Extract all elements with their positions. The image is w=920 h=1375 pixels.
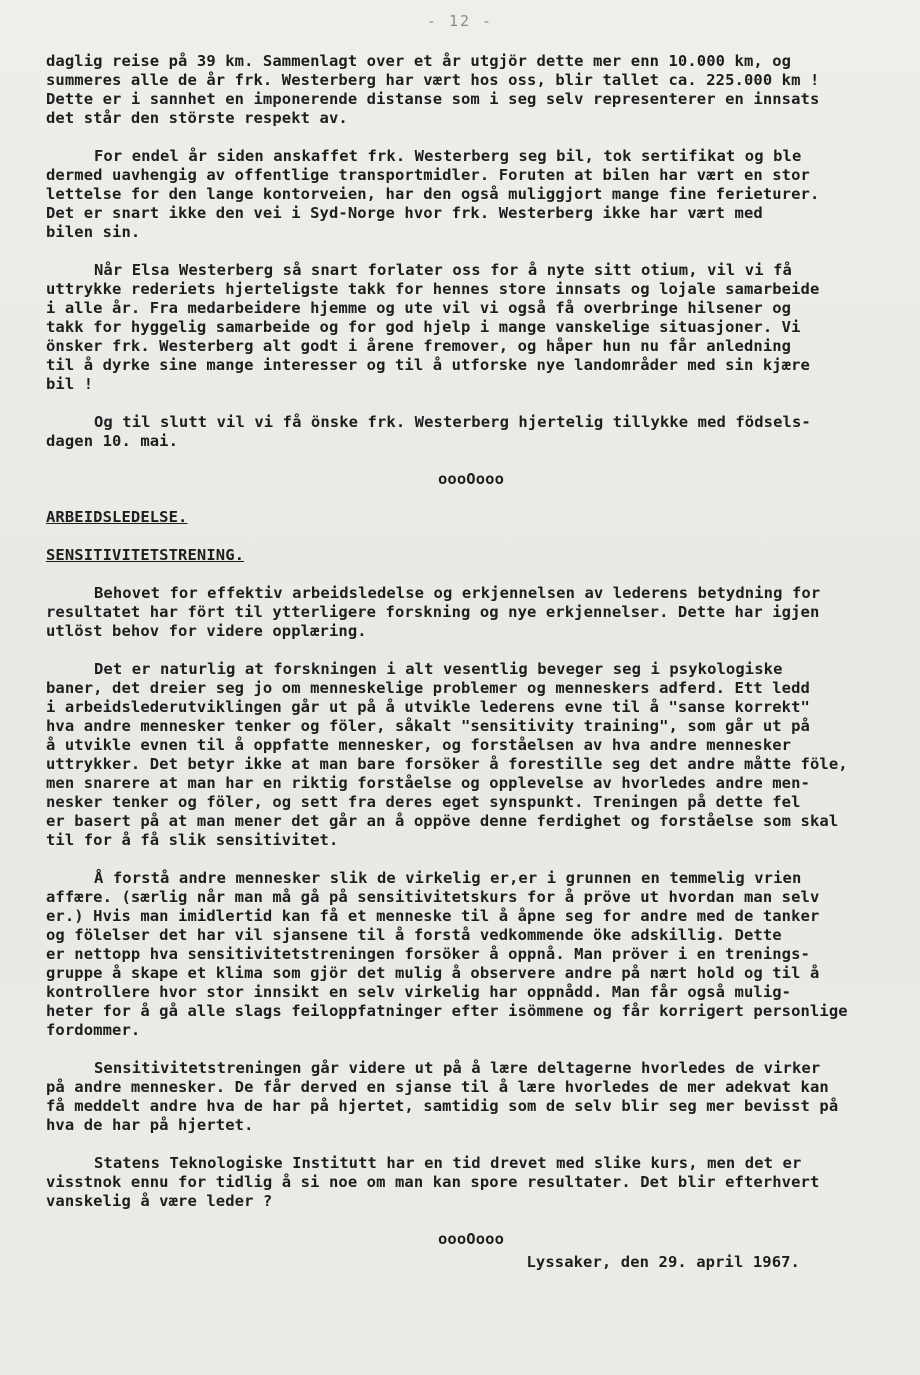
text-line: og fölelser det har vil sjansene til å forstå vedkommende öke adskillig. Dette xyxy=(46,926,782,944)
text-line: hva de har på hjertet. xyxy=(46,1116,254,1134)
heading-arbeidsledelse: ARBEIDSLEDELSE. xyxy=(46,508,188,526)
text-line: Behovet for effektiv arbeidsledelse og erkjennelsen av lederens betydning for xyxy=(94,584,821,602)
text-line: er nettopp hva sensitivitetstreningen forsöker å oppnå. Man pröver i en trenings- xyxy=(46,945,810,963)
paragraph-p8 xyxy=(46,1059,896,1135)
text-line: det står den störste respekt av. xyxy=(46,109,348,127)
text-line: utlöst behov for videre opplæring. xyxy=(46,622,367,640)
text-line: Og til slutt vil vi få önske frk. Westerberg hjertelig tillykke med födsels- xyxy=(94,413,811,431)
text-line: Statens Teknologiske Institutt har en tid drevet med slike kurs, men det er xyxy=(94,1154,802,1172)
text-line: i arbeidslederutviklingen går ut på å utvikle lederens evne til å "sanse korrekt" xyxy=(46,698,810,716)
paragraph-p6 xyxy=(46,660,896,850)
text-line: til å dyrke sine mange interesser og til å utforske nye landområder med sin kjære xyxy=(46,356,810,374)
text-line: fordommer. xyxy=(46,1021,141,1039)
paragraph-p5 xyxy=(46,584,896,641)
text-line: men snarere at man har en riktig forståelse og opplevelse av hvorledes andre men- xyxy=(46,774,810,792)
text-line: bil ! xyxy=(46,375,94,393)
text-line: Det er naturlig at forskningen i alt vesentlig beveger seg i psykologiske xyxy=(94,660,783,678)
text-line: önsker frk. Westerberg alt godt i årene fremover, og håper hun nu får anledning xyxy=(46,337,792,355)
text-line: takk for hyggelig samarbeide og for god hjelp i mange vanskelige situasjoner. Vi xyxy=(46,318,801,336)
text-line: nesker tenker og föler, og sett fra deres eget synspunkt. Treningen på dette fel xyxy=(46,793,801,811)
paragraph-p3 xyxy=(46,261,896,394)
text-line: visstnok ennu for tidlig å si noe om man kan spore resultater. Det blir efterhvert xyxy=(46,1173,820,1191)
text-line: å utvikle evnen til å oppfatte mennesker, og forståelsen av hva andre mennesker xyxy=(46,736,792,754)
text-line: affære. (særlig når man må gå på sensitivitetskurs for å pröve ut hvordan man selv xyxy=(46,888,820,906)
paragraph-p9 xyxy=(46,1154,896,1211)
text-line: gruppe å skape et klima som gjör det mulig å observere andre på nært hold og til å xyxy=(46,964,820,982)
text-line: få meddelt andre hva de har på hjertet, samtidig som de selv blir seg mer bevisst på xyxy=(46,1097,839,1115)
bottom-section xyxy=(46,584,896,1211)
text-line: uttrykker. Det betyr ikke at man bare forsöker å forestille seg det andre måtte föle, xyxy=(46,755,848,773)
text-line: vanskelig å være leder ? xyxy=(46,1192,273,1210)
text-line: lettelse for den lange kontorveien, har den også muliggjort mange fine ferieturer. xyxy=(46,185,820,203)
text-line: Å forstå andre mennesker slik de virkelig er,er i grunnen en temmelig vrien xyxy=(94,869,802,887)
paragraph-p2 xyxy=(46,147,896,242)
paragraph-p1 xyxy=(46,52,896,128)
text-line: kontrollere hvor stor innsikt en selv virkelig har oppnådd. Man får også mulig- xyxy=(46,983,792,1001)
heading-sensitivitetstrening: SENSITIVITETSTRENING. xyxy=(46,546,245,564)
text-line: heter for å gå alle slags feiloppfatninger efter isömmene og får korrigert personlige xyxy=(46,1002,848,1020)
text-line: baner, det dreier seg jo om menneskelige problemer og menneskers adferd. Ett ledd xyxy=(46,679,810,697)
text-line: Det er snart ikke den vei i Syd-Norge hvor frk. Westerberg ikke har vært med xyxy=(46,204,763,222)
text-line: bilen sin. xyxy=(46,223,141,241)
separator-2: oooOooo xyxy=(437,1230,505,1248)
text-line: daglig reise på 39 km. Sammenlagt over et år utgjör dette mer enn 10.000 km, og xyxy=(46,52,792,70)
text-line: Sensitivitetstreningen går videre ut på å lære deltagerne hvorledes de virker xyxy=(94,1059,821,1077)
paragraph-p4 xyxy=(46,413,896,451)
text-line: er.) Hvis man imidlertid kan få et menneske til å åpne seg for andre med de tanker xyxy=(46,907,820,925)
text-line: Når Elsa Westerberg så snart forlater oss for å nyte sitt otium, vil vi få xyxy=(94,261,792,279)
document-body xyxy=(46,52,896,1272)
text-line: For endel år siden anskaffet frk. Westerberg seg bil, tok sertifikat og ble xyxy=(94,147,802,165)
text-line: hva andre mennesker tenker og föler, såkalt "sensitivity training", som går ut på xyxy=(46,717,810,735)
text-line: summeres alle de år frk. Westerberg har vært hos oss, blir tallet ca. 225.000 km ! xyxy=(46,71,820,89)
closing-date-line: Lyssaker, den 29. april 1967. xyxy=(526,1253,800,1271)
text-line: Dette er i sannhet en imponerende distanse som i seg selv representerer en innsats xyxy=(46,90,820,108)
text-line: er basert på at man mener det går an å oppöve denne ferdighet og forståelse som skal xyxy=(46,812,839,830)
text-line: på andre mennesker. De får derved en sjanse til å lære hvorledes de mer adekvat kan xyxy=(46,1078,829,1096)
separator-1: oooOooo xyxy=(437,470,505,488)
text-line: dermed uavhengig av offentlige transportmidler. Foruten at bilen har vært en stor xyxy=(46,166,810,184)
text-line: i alle år. Fra medarbeidere hjemme og ute vil vi også få overbringe hilsener og xyxy=(46,299,792,317)
page-number: - 12 - xyxy=(426,12,494,30)
text-line: uttrykke rederiets hjerteligste takk for hennes store innsats og lojale samarbeide xyxy=(46,280,820,298)
text-line: dagen 10. mai. xyxy=(46,432,179,450)
text-line: til for å få slik sensitivitet. xyxy=(46,831,339,849)
paragraph-p7 xyxy=(46,869,896,1040)
text-line: resultatet har fört til ytterligere forskning og nye erkjennelser. Dette har igjen xyxy=(46,603,820,621)
top-section xyxy=(46,52,896,451)
